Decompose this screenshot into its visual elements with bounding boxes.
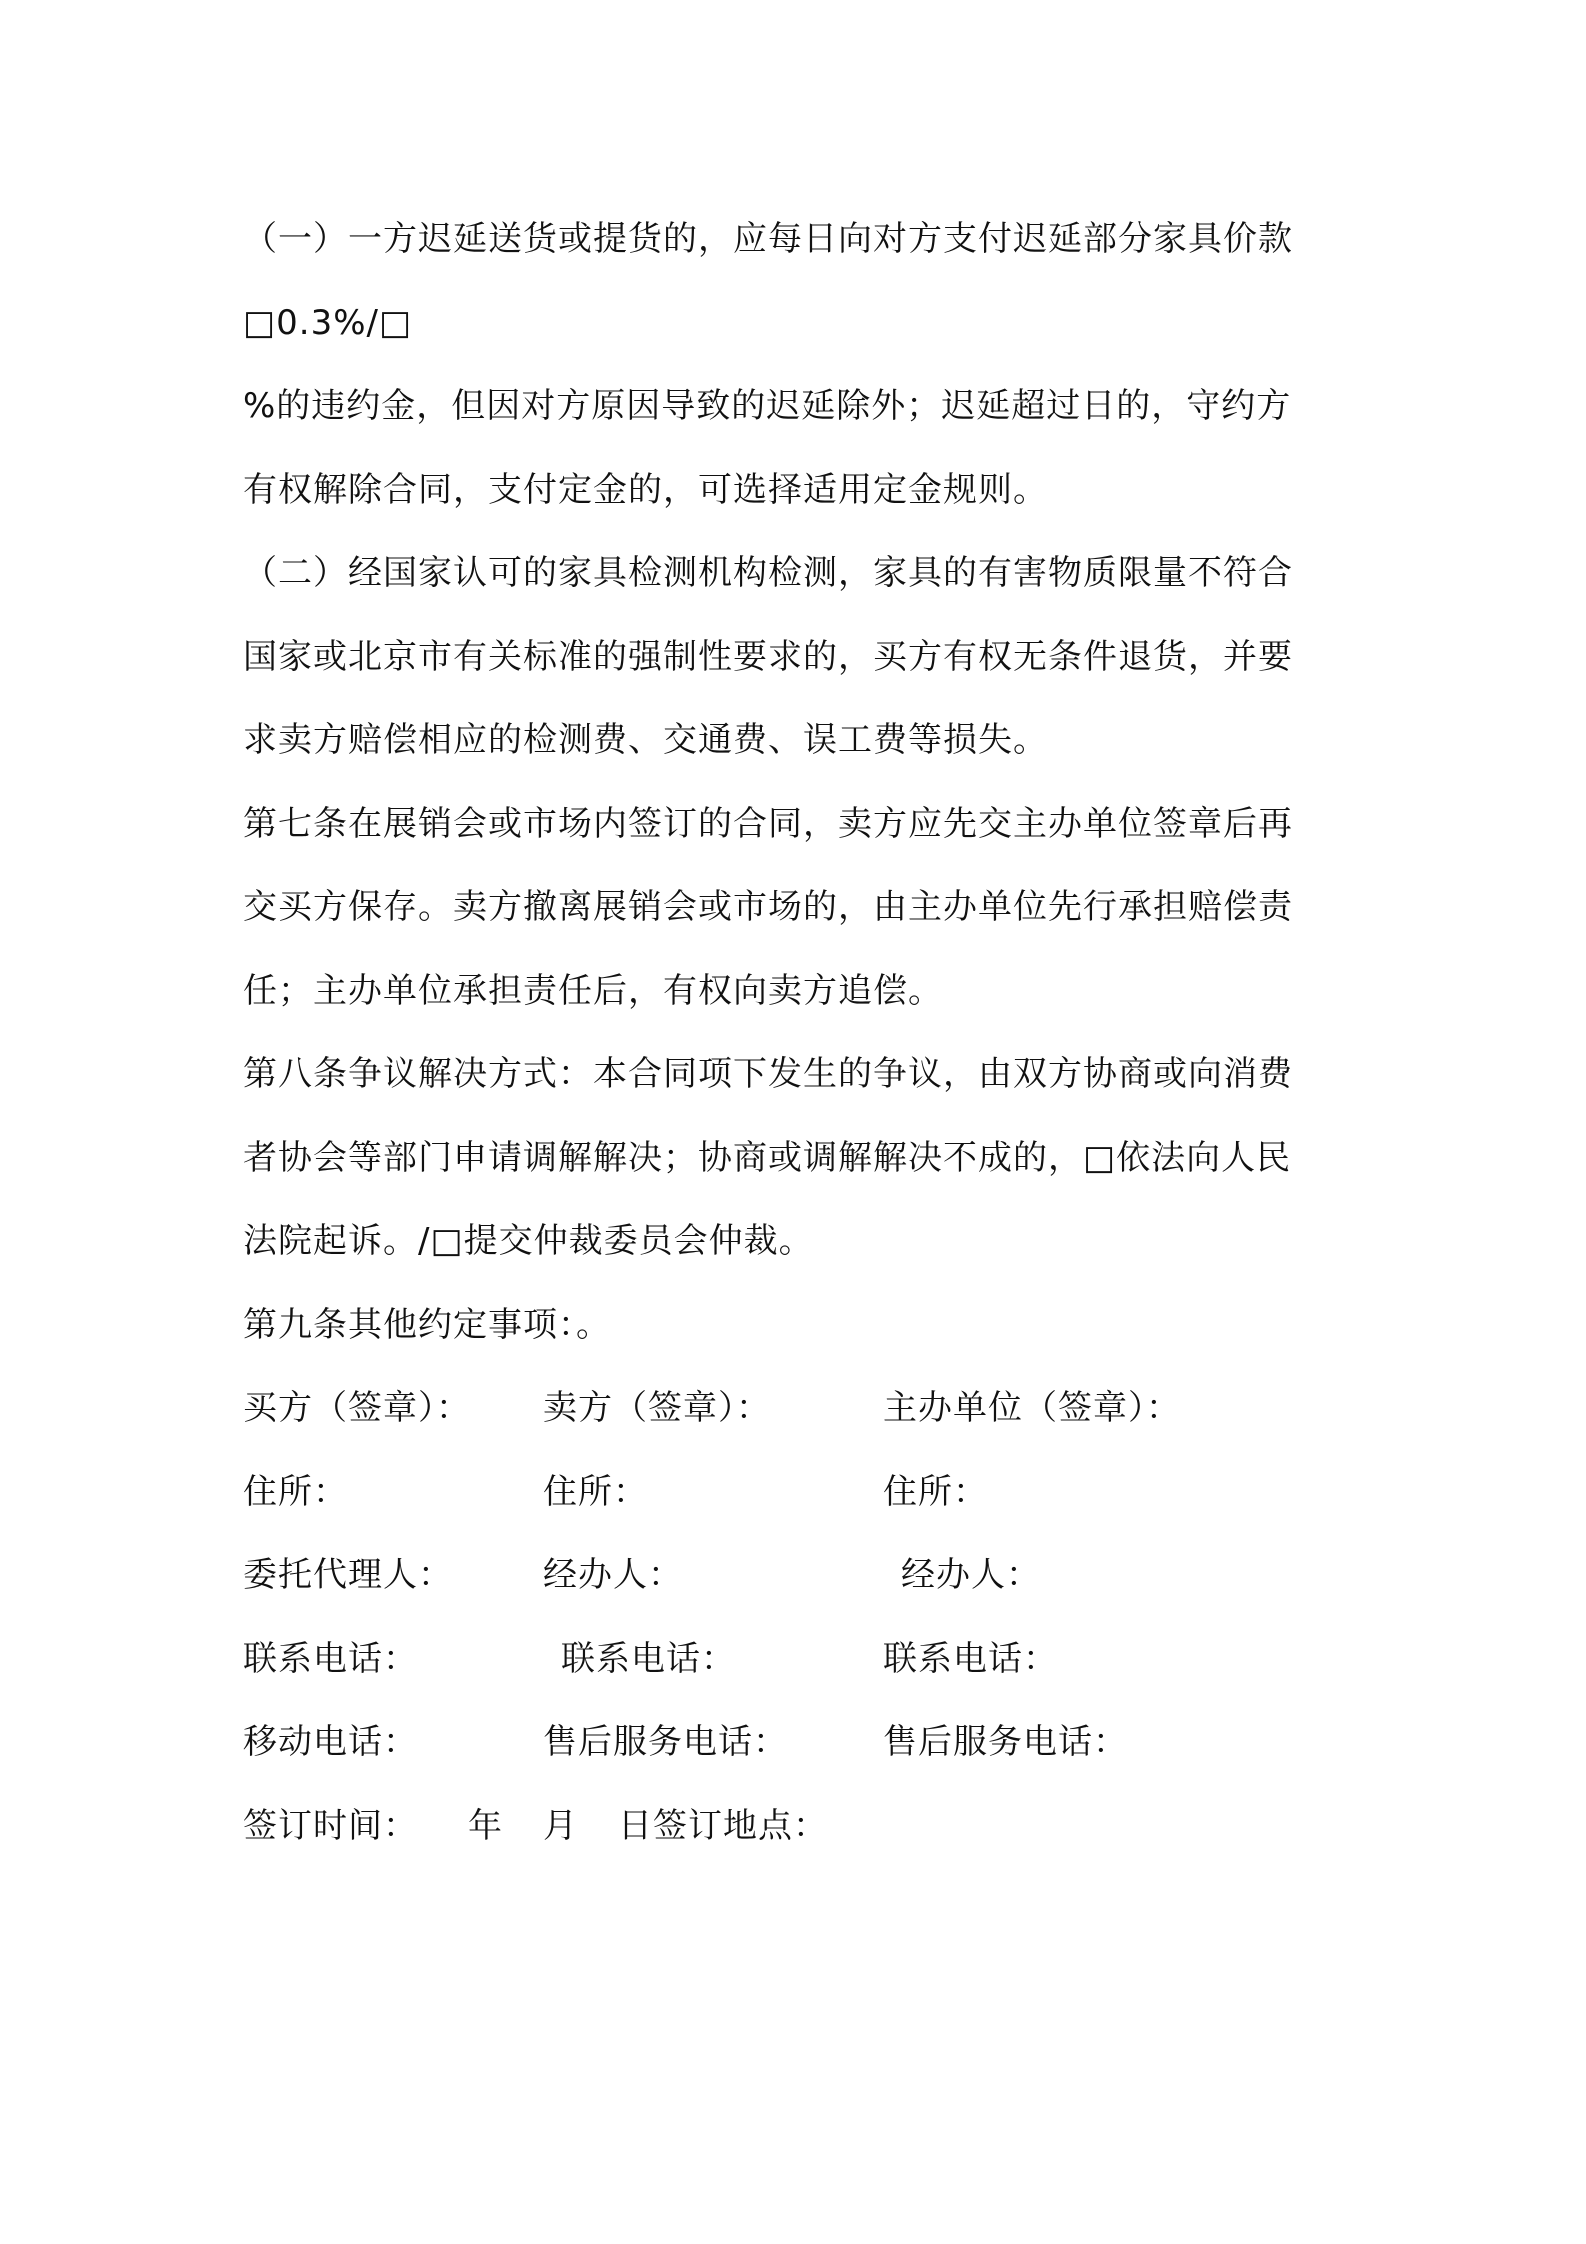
- seller-service-phone-label: 售后服务电话：: [543, 1722, 788, 1762]
- paragraph-8: 第七条在展销会或市场内签订的合同，卖方应先交主办单位签章后再: [243, 803, 1293, 844]
- signature-row-address: [243, 1451, 1363, 1535]
- contract-body: [243, 198, 1363, 1868]
- buyer-address-label: 住所：: [243, 1471, 348, 1512]
- signing-month-label: 月: [543, 1805, 578, 1846]
- paragraph-3: %的违约金，但因对方原因导致的迟延除外；迟延超过日的，守约方: [243, 386, 1292, 426]
- signing-date-row: [243, 1785, 1363, 1869]
- organizer-phone-label: 联系电话：: [883, 1638, 1058, 1679]
- buyer-agent-label: 委托代理人：: [243, 1555, 453, 1595]
- signature-row-agent: [243, 1534, 1363, 1618]
- paragraph-5: （二）经国家认可的家具检测机构检测，家具的有害物质限量不符合: [243, 553, 1293, 593]
- paragraph-12: 者协会等部门申请调解解决；协商或调解解决不成的，□依法向人民: [243, 1137, 1292, 1178]
- organizer-address-label: 住所：: [883, 1471, 988, 1512]
- signature-row-signature: [243, 1367, 1363, 1451]
- paragraph-2: □0.3%/□: [243, 302, 413, 343]
- paragraph-11: 第八条争议解决方式：本合同项下发生的争议，由双方协商或向消费: [243, 1054, 1293, 1094]
- signature-row-service: [243, 1701, 1363, 1785]
- organizer-signature-label: 主办单位（签章）：: [883, 1388, 1181, 1428]
- organizer-service-phone-label: 售后服务电话：: [883, 1722, 1128, 1762]
- signing-year-label: 年: [468, 1805, 503, 1846]
- paragraph-7: 求卖方赔偿相应的检测费、交通费、误工费等损失。: [243, 720, 1048, 760]
- signature-row-phone: [243, 1618, 1363, 1702]
- buyer-mobile-label: 移动电话：: [243, 1722, 418, 1762]
- organizer-handler-label: 经办人：: [901, 1555, 1041, 1595]
- paragraph-10: 任；主办单位承担责任后，有权向卖方追偿。: [243, 970, 943, 1011]
- seller-handler-label: 经办人：: [543, 1555, 683, 1595]
- seller-signature-label: 卖方（签章）：: [543, 1388, 771, 1428]
- buyer-signature-label: 买方（签章）：: [243, 1388, 471, 1428]
- paragraph-9: 交买方保存。卖方撤离展销会或市场的，由主办单位先行承担赔偿责: [243, 887, 1293, 927]
- seller-phone-label: 联系电话：: [561, 1638, 736, 1679]
- signing-time-label: 签订时间：: [243, 1805, 418, 1846]
- buyer-phone-label: 联系电话：: [243, 1638, 418, 1679]
- paragraph-13: 法院起诉。/□提交仲裁委员会仲裁。: [243, 1221, 814, 1261]
- paragraph-1: （一）一方迟延送货或提货的，应每日向对方支付迟延部分家具价款: [243, 219, 1293, 259]
- signing-place-label: 日签订地点：: [618, 1805, 828, 1846]
- seller-address-label: 住所：: [543, 1471, 648, 1512]
- paragraph-14: 第九条其他约定事项：。: [243, 1304, 611, 1345]
- paragraph-4: 有权解除合同，支付定金的，可选择适用定金规则。: [243, 469, 1048, 510]
- paragraph-6: 国家或北京市有关标准的强制性要求的，买方有权无条件退货，并要: [243, 636, 1293, 677]
